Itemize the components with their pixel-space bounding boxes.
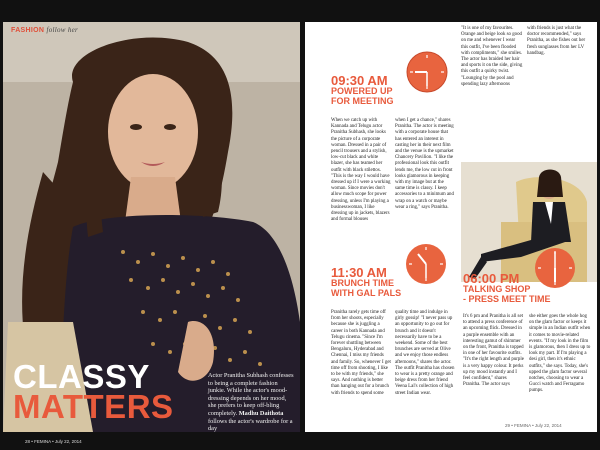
section-3-sub-2: - PRESS MEET TIME [463, 293, 551, 304]
left-page [3, 22, 300, 444]
section-1-sub-1: POWERED UP [331, 86, 393, 96]
section-3-time: 06:00 PM [463, 271, 520, 286]
section-1-col-3: "It is one of my favourites. Orange and beige look so good on me and whenever I wear this outfit, I've been flooded with compliments," she smiles. The actor has braided her hair and sports it on the side, giving this outfit a quirky twist. "Lounging by the pool and spending lazy afternoons [461, 26, 523, 87]
right-page [305, 22, 597, 432]
folio-left: 28 • FEMINA • July 22, 2014 [25, 439, 82, 444]
section-3-col-1: It's 6 pm and Pranitha is all set to attend a press conference of an upcoming flick. Dressed in a purple ensemble with an interesting gamut of shimmer on the front, Pranitha is topped in one of her favourite outfits. "It's the right length and purple is a very happy colour. It perks up my mood instantly and I feel confident," shares Pranitha. The actor says [463, 314, 524, 388]
section-2-sub-2: WITH GAL PALS [331, 287, 402, 298]
section-header [11, 26, 78, 34]
title-line-2: MATTERS [13, 388, 174, 425]
title-line-1: CLASSY [13, 358, 150, 395]
header-sub: follow her [46, 26, 79, 34]
section-1-sub-2: FOR MEETING [331, 95, 394, 106]
section-1-col-4: with friends is just what the doctor recommended," says Pranitha, as she fishes out her fresh sunglasses from her LV handbag. [527, 26, 586, 56]
section-2-col-1: Pranitha rarely gets time off from her shoots, especially because she is juggling a career in both Kannada and Telugu cinema. "Since I'm forever shuttling between Bengaluru, Hyderabad and Chennai, I miss my friends and family. So, whenever I get time off from shooting, I like to be with my friends," she says. And nothing is better than hanging out for a brunch with friends to spend some [331, 310, 391, 396]
section-1-title [331, 74, 394, 106]
section-2-col-2: quality time and indulge in girly gossip! "I never pass up an opportunity to go out for brunch and it doesn't necessarily have to be a weekend. Some of the best brunches are served at Olive and we enjoy those endless afternoons," shares the actor. The outfit Pranitha has chosen to wear is a pretty orange and beige dress from her friend Veena Lal's collection of high street Indian wear. [395, 310, 455, 396]
section-1-time: 09:30 AM [331, 73, 388, 88]
clock-icon [533, 246, 577, 290]
section-3-sub-1: TALKING SHOP [463, 284, 531, 294]
feature-deck [208, 372, 296, 433]
deck-tail: follows the actor's wardrobe for a day [208, 417, 293, 433]
header-kicker: FASHION [11, 27, 45, 34]
section-2-time: 11:30 AM [331, 265, 387, 280]
section-1-col-1: When we catch up with Kannada and Telugu actor Pranitha Subhash, she looks the picture of a corporate woman. Dressed in a pair of pencil trousers and a stylish, low-cut black and white blazer, she has teamed her outfit with black stilettos. "This is the way I would have dressed up if I were a working woman. Since movies don't allow much scope for power dressing, unless I'm playing a businesswoman, I like dressing up in jackets, blazers and formal blouses [331, 118, 391, 223]
feature-title [13, 358, 174, 425]
deck-author: Madhu Daithota [238, 409, 284, 417]
section-2-sub-1: BRUNCH TIME [331, 278, 394, 288]
section-2-title [331, 266, 401, 298]
section-3-col-2: she either goes the whole hog on the glam factor or keeps it simple in an Indian outfit when it comes to movie-related events. "If my look in the film is glamorous, then I dress up to look my part. If I'm playing a desi girl, then it's ethnic outfits," she says. Today, she's upped the glam factor several notches, choosing to wear a Gucci watch and Ferragamo pumps. [529, 314, 591, 394]
clock-icon [405, 50, 449, 94]
section-1-col-2: when I get a chance," shares Pranitha. The actor is meeting with a corporate house that has entered an interest in casting her in their next film and the venue is the upmarket Chancery Pavilion. "I like the professional look this outfit lends me, the low cut in front looks glamorous in keeping with my image but at the same time is classy. I keep accessories to a minimum and wrap on a watch or maybe wear a ring," says Pranitha. [395, 118, 454, 210]
folio-right: 29 • FEMINA • July 22, 2014 [505, 423, 562, 428]
deck-text: Actor Pranitha Subhash confesses to being a complete fashion junkie. While the actor's mood-dressing depends on her mood, she prefers to keep off-bling completely. [208, 372, 294, 417]
clock-icon [404, 242, 448, 286]
